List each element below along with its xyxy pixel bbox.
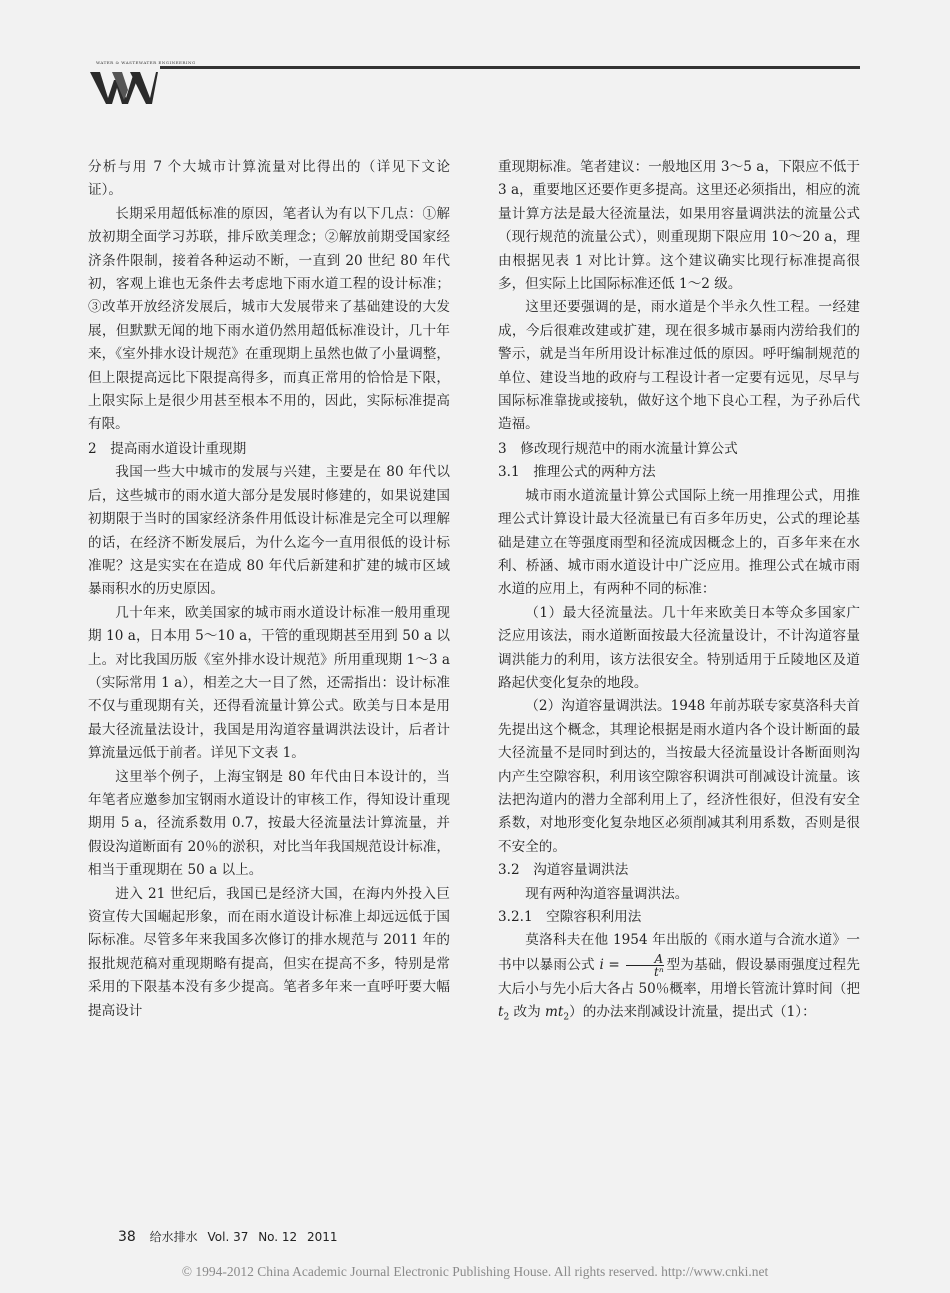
journal-logo-icon bbox=[90, 68, 158, 106]
paragraph: 这里举个例子，上海宝钢是 80 年代由日本设计的，当年笔者应邀参加宝钢雨水道设计的审核工作，得知设计重现期用 5 a，径流系数用 0.7，按最大径流量法计算流量，并假设沟道断面有 20％的淤积，对比当年我国规范设计标准，相当于重现期在 50 a 以上。 bbox=[88, 768, 450, 879]
paragraph: 我国一些大中城市的发展与兴建，主要是在 80 年代以后，这些城市的雨水道大部分是发展时修建的，如果说建国初期限于当时的国家经济条件用低设计标准是完全可以理解的话，在经济不断发展后，为什么迄今一直用很低的设计标准呢？这是实实在在造成 80 年代后新建和扩建的城市区域暴雨积水的历史原因。 bbox=[88, 464, 450, 598]
section-heading: 2 提高雨水道设计重现期 bbox=[88, 440, 247, 457]
fraction-denominator: tⁿ bbox=[654, 964, 664, 979]
subsection-heading: 3.1 推理公式的两种方法 bbox=[498, 464, 656, 481]
text-run: 型为基础，假设暴雨强度过程先大后小与先小后大各占 50％概率，用增长管流计算时间（把 bbox=[498, 956, 860, 997]
year: 2011 bbox=[307, 1230, 338, 1244]
paragraph: （1）最大径流量法。几十年来欧美日本等众多国家广泛应用该法，雨水道断面按最大径流量设计，不计沟道容量调洪能力的利用，该方法很安全。特别适用于丘陵地区及道路起伏变化复杂的地段。 bbox=[498, 604, 860, 691]
paragraph: 城市雨水道流量计算公式国际上统一用推理公式，用推理公式计算设计最大径流量已有百多年历史，公式的理论基础是建立在等强度雨型和径流成因概念上的，百多年来在水利、桥涵、城市雨水道设计中广泛应用。推理公式在城市雨水道的应用上，有两种不同的标准： bbox=[498, 487, 860, 598]
paragraph-with-formula bbox=[498, 929, 860, 1030]
left-column bbox=[88, 156, 450, 1023]
section-heading: 3 修改现行规范中的雨水流量计算公式 bbox=[498, 440, 738, 457]
journal-header bbox=[88, 60, 858, 110]
formula-variable: i bbox=[599, 956, 604, 973]
subscript: 2 bbox=[563, 1012, 570, 1023]
text-run: 莫洛科夫在他 1954 年出版的《雨水道与合流水道》一书中以暴雨公式 bbox=[498, 932, 860, 973]
volume: Vol. 37 bbox=[207, 1230, 249, 1244]
text-run: 改为 bbox=[509, 1004, 546, 1021]
paragraph: 几十年来，欧美国家的城市雨水道设计标准一般用重现期 10 a，日本用 5～10 a，干管的重现期甚至用到 50 a 以上。对比我国历版《室外排水设计规范》所用重现期 1～3 a（实际常用 1 a），相差之大一目了然，还需指出：设计标准不仅与重现期有关，还得看流量计算公式。欧美与日本是用最大径流量法设计，我国是用沟道容量调洪法设计，后者计算流量远低于前者。详见下文表 1。 bbox=[88, 604, 450, 762]
journal-name-small: WATER & WASTEWATER ENGINEERING bbox=[96, 60, 196, 65]
formula-variable: mt bbox=[545, 1004, 564, 1021]
text-run: ）的办法来削减设计流量，提出式（1）： bbox=[569, 1004, 816, 1021]
formula-equals: = bbox=[603, 956, 625, 973]
paragraph: 进入 21 世纪后，我国已是经济大国，在海内外投入巨资宣传大国崛起形象，而在雨水道设计标准上却远远低于国际标准。尽管多年来我国多次修订的排水规范与 2011 年的报批规范稿对重现期略有提高，但实在提高不多，特别是常采用的下限基本没有多少提高。笔者多年来一直呼吁要大幅提高设计 bbox=[88, 885, 450, 1019]
page-number: 38 bbox=[118, 1229, 136, 1245]
paragraph: 现有两种沟道容量调洪法。 bbox=[525, 885, 689, 902]
page-footer bbox=[118, 1228, 344, 1245]
formula-variable: t bbox=[498, 1004, 504, 1021]
rain-formula-fraction bbox=[626, 953, 664, 978]
paragraph: 重现期标准。笔者建议：一般地区用 3～5 a，下限应不低于 3 a，重要地区还要作更多提高。这里还必须指出，相应的流量计算方法是最大径流量法，如果用容量调洪法的流量公式（现行规范的流量公式），则重现期下限应用 10～20 a，理由根据见表 1 对比计算。这个建议确实比现行标准提高很多，但实际上比国际标准还低 1～2 级。 bbox=[498, 159, 860, 293]
subscript: 2 bbox=[503, 1012, 510, 1023]
subsection-heading: 3.2.1 空隙容积利用法 bbox=[498, 909, 642, 925]
paragraph: 分析与用 7 个大城市计算流量对比得出的（详见下文论证）。 bbox=[88, 159, 450, 199]
paragraph: 长期采用超低标准的原因，笔者认为有以下几点：①解放初期全面学习苏联，排斥欧美理念；②解放前期受国家经济条件限制，接着各种运动不断，一直到 20 世纪 80 年代初，客观上谁也无条件去考虑地下雨水道工程的设计标准；③改革开放经济发展后，城市大发展带来了基础建设的大发展，但默默无闻的地下雨水道仍然用超低标准设计，几十年来，《室外排水设计规范》在重现期上虽然也做了小量调整，但上限提高远比下限提高得多，而真正常用的恰恰是下限，上限实际上是很少用甚至根本不用的，因此，实际标准提高有限。 bbox=[88, 205, 450, 433]
paragraph: 这里还要强调的是，雨水道是个半永久性工程。一经建成，今后很难改建或扩建，现在很多城市暴雨内涝给我们的警示，就是当年所用设计标准过低的原因。呼吁编制规范的单位、建设当地的政府与工程设计者一定要有远见，尽早与国际标准靠拢或接轨，做好这个地下良心工程，为子孙后代造福。 bbox=[498, 299, 860, 433]
issue: No. 12 bbox=[258, 1230, 298, 1244]
header-rule bbox=[160, 66, 860, 69]
subsection-heading: 3.2 沟道容量调洪法 bbox=[498, 862, 629, 879]
paragraph: （2）沟道容量调洪法。1948 年前苏联专家莫洛科夫首先提出这个概念，其理论根据是雨水道内各个设计断面的最大径流量不是同时到达的，当按最大径流量设计各断面则沟内产生空隙容积，利用该空隙容积调洪可削减设计流量。该法把沟道内的潜力全部利用上了，经济性很好，但没有安全系数，对地形变化复杂地区必须削减其利用系数，否则是很不安全的。 bbox=[498, 698, 860, 855]
journal-name: 给水排水 bbox=[149, 1230, 198, 1244]
right-column bbox=[498, 156, 860, 1030]
fraction-numerator: A bbox=[626, 953, 664, 966]
copyright-notice: © 1994-2012 China Academic Journal Electronic Publishing House. All rights reserved. http://www.cnki.net bbox=[181, 1264, 769, 1279]
